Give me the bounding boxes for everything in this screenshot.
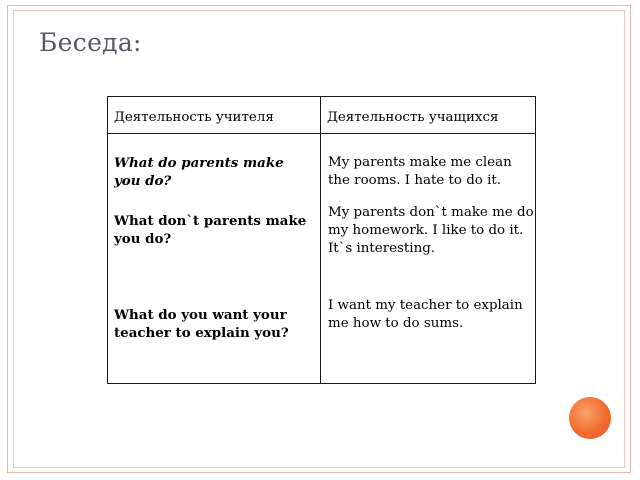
teacher-activity-header: Деятельность учителя xyxy=(114,110,274,125)
teacher-questions-cell xyxy=(108,134,321,384)
decorative-orange-circle xyxy=(569,397,611,439)
teacher-header-cell xyxy=(108,97,321,134)
answer-3: I want my teacher to explain me how to do sums. xyxy=(328,298,523,331)
question-1: What do parents make you do? xyxy=(114,155,284,189)
answer-1: My parents make me clean the rooms. I hate to do it. xyxy=(328,155,512,188)
slide-title: Беседа: xyxy=(39,28,142,57)
students-header-cell xyxy=(321,97,536,134)
students-activity-header: Деятельность учащихся xyxy=(327,110,499,125)
table-row xyxy=(108,134,536,384)
question-2: What don`t parents make you do? xyxy=(114,213,307,247)
activities-table xyxy=(107,96,536,384)
question-3: What do you want your teacher to explain you? xyxy=(114,307,289,341)
table-header-row xyxy=(108,97,536,134)
answer-2: My parents don`t make me do my homework. I like to do it. It`s interesting. xyxy=(328,205,534,256)
student-answers-cell xyxy=(321,134,536,384)
